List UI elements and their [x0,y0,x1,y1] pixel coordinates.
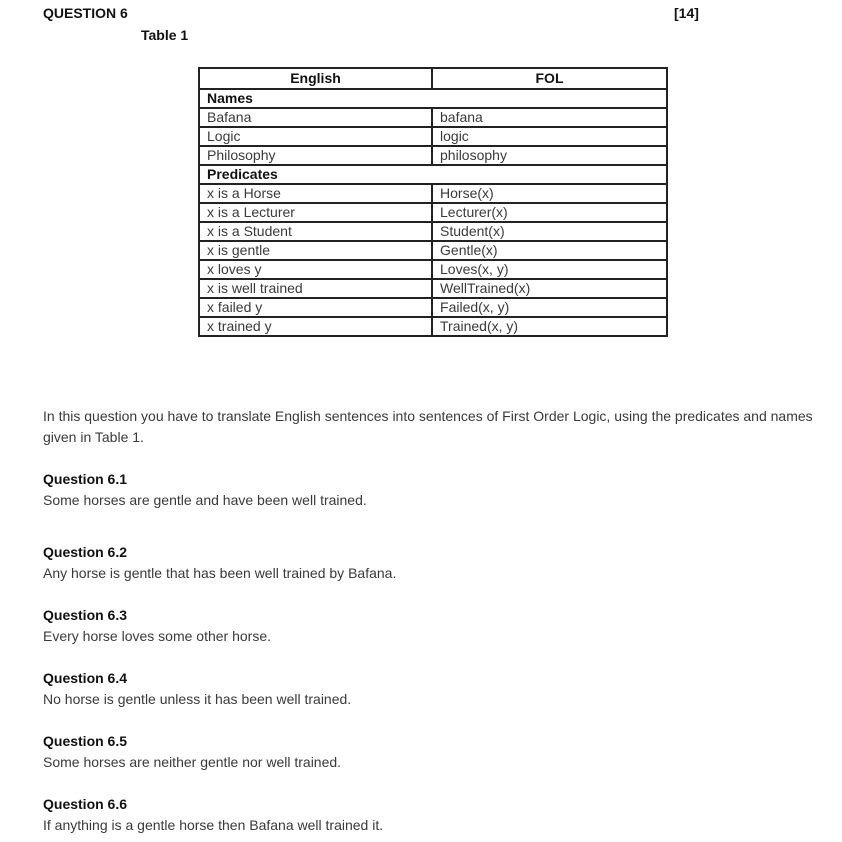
question-6-3 [43,605,271,647]
fol-cell: Student(x) [432,222,667,241]
question-title: Question 6.3 [43,607,128,623]
question-title: Question 6.6 [43,796,128,812]
question-heading: QUESTION 6 [43,5,128,21]
table-caption: Table 1 [141,27,189,43]
english-cell: x failed y [199,298,432,317]
question-text: Some horses are gentle and have been well trained. [43,492,367,508]
english-cell: Philosophy [199,146,432,165]
question-text: Any horse is gentle that has been well trained by Bafana. [43,565,397,581]
table-row [199,317,667,336]
fol-cell: Lecturer(x) [432,203,667,222]
section-heading-predicates: Predicates [199,165,667,184]
table-row [199,298,667,317]
fol-cell: WellTrained(x) [432,279,667,298]
section-row-names [199,89,667,108]
question-text: No horse is gentle unless it has been well trained. [43,691,352,707]
question-6-2 [43,542,396,584]
english-cell: x loves y [199,260,432,279]
fol-cell: Failed(x, y) [432,298,667,317]
english-cell: x is well trained [199,279,432,298]
table-row [199,203,667,222]
table-row [199,146,667,165]
section-row-predicates [199,165,667,184]
question-text: Some horses are neither gentle nor well trained. [43,754,342,770]
table-row [199,108,667,127]
table-header-row [199,68,667,89]
fol-cell: Loves(x, y) [432,260,667,279]
fol-cell: bafana [432,108,667,127]
question-text: If anything is a gentle horse then Bafana well trained it. [43,817,384,833]
fol-cell: philosophy [432,146,667,165]
english-cell: x is a Student [199,222,432,241]
fol-cell: logic [432,127,667,146]
question-title: Question 6.5 [43,733,128,749]
intro-paragraph: In this question you have to translate English sentences into sentences of First Order Logic, using the predicates and names given in Table 1. [43,408,813,445]
fol-cell: Trained(x, y) [432,317,667,336]
table-row [199,222,667,241]
section-heading-names: Names [199,89,667,108]
table-row [199,279,667,298]
question-6-1 [43,469,367,511]
question-6-5 [43,731,341,773]
english-cell: x is a Horse [199,184,432,203]
question-6-6 [43,794,383,836]
column-header-english: English [199,68,432,89]
table-row [199,184,667,203]
question-title: Question 6.1 [43,471,128,487]
question-title: Question 6.4 [43,670,128,686]
question-marks: [14] [674,5,699,21]
question-6-4 [43,668,351,710]
fol-cell: Horse(x) [432,184,667,203]
table-row [199,127,667,146]
english-cell: Logic [199,127,432,146]
question-title: Question 6.2 [43,544,128,560]
question-text: Every horse loves some other horse. [43,628,271,644]
table-row [199,241,667,260]
fol-cell: Gentle(x) [432,241,667,260]
fol-table [198,67,668,337]
english-cell: x is a Lecturer [199,203,432,222]
english-cell: Bafana [199,108,432,127]
english-cell: x is gentle [199,241,432,260]
english-cell: x trained y [199,317,432,336]
column-header-fol: FOL [432,68,667,89]
table-row [199,260,667,279]
